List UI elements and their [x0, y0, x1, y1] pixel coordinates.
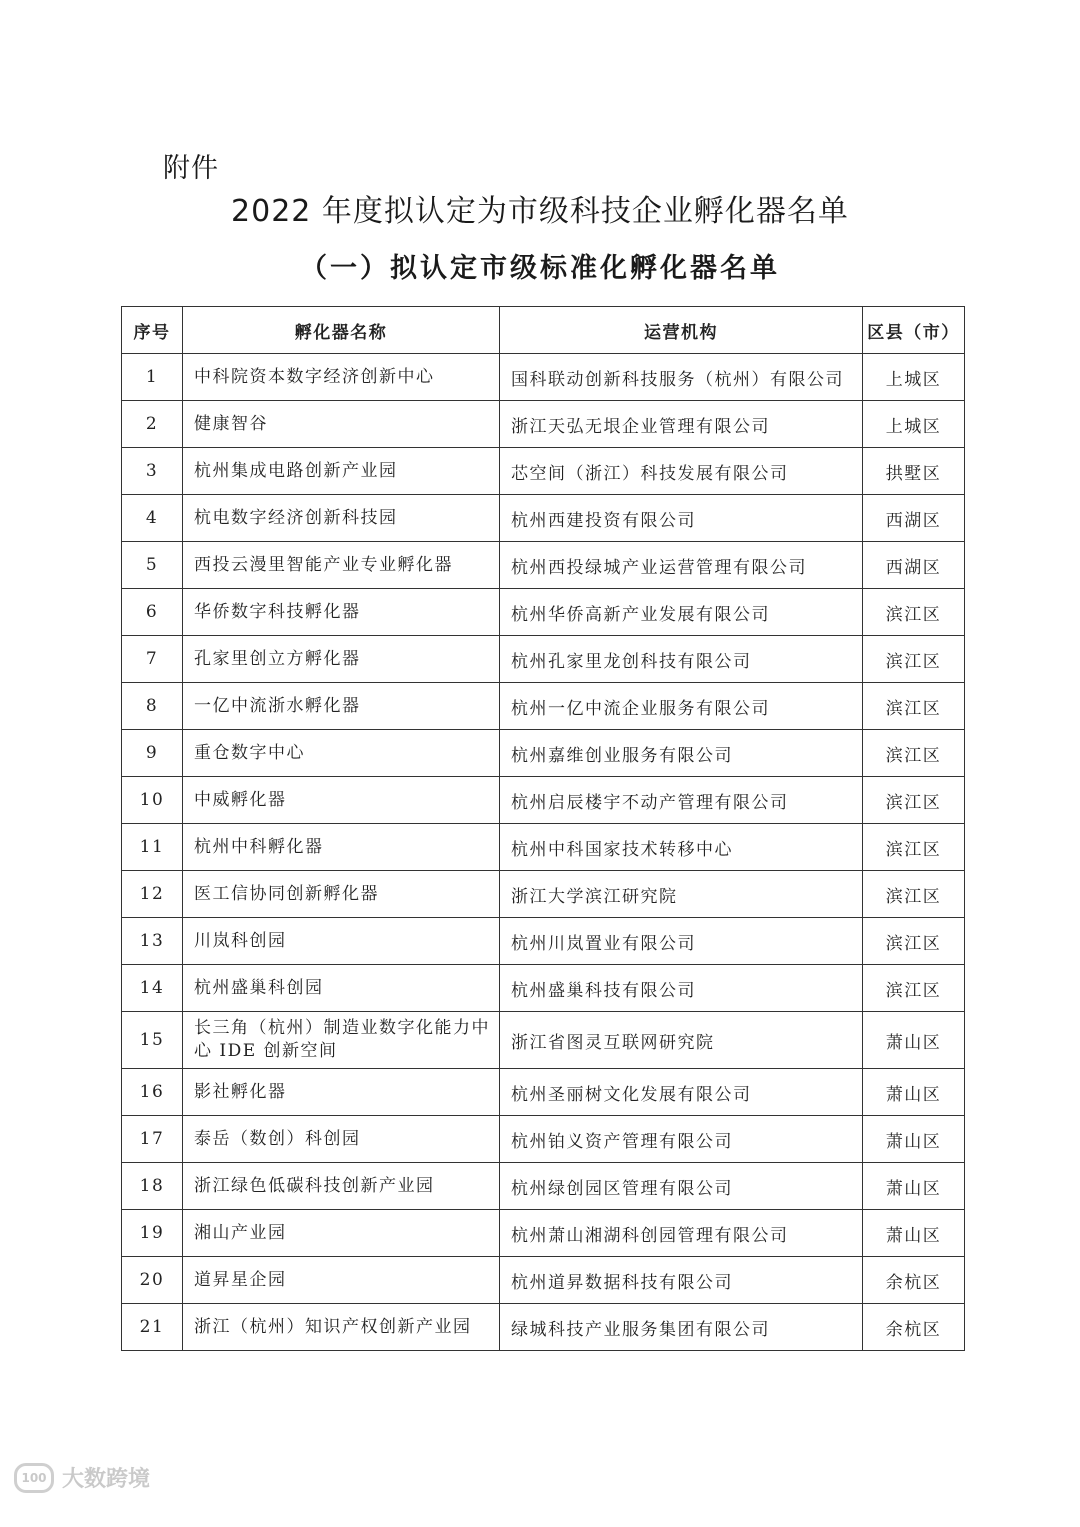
row-no: 7	[122, 636, 183, 683]
row-district: 滨江区	[863, 918, 965, 965]
watermark-text: 大数跨境	[62, 1467, 151, 1492]
row-no: 17	[122, 1116, 183, 1163]
table-row	[122, 636, 965, 683]
incubator-table	[121, 306, 965, 1351]
attachment-label: 附件	[163, 153, 219, 184]
row-operator: 杭州孔家里龙创科技有限公司	[500, 636, 863, 683]
row-incubator-name: 孔家里创立方孵化器	[183, 636, 500, 683]
row-incubator-name: 杭电数字经济创新科技园	[183, 495, 500, 542]
row-operator: 杭州西投绿城产业运营管理有限公司	[500, 542, 863, 589]
row-no: 9	[122, 730, 183, 777]
row-district: 滨江区	[863, 730, 965, 777]
row-operator: 杭州嘉维创业服务有限公司	[500, 730, 863, 777]
row-incubator-name: 健康智谷	[183, 401, 500, 448]
row-district: 滨江区	[863, 824, 965, 871]
table-row	[122, 1257, 965, 1304]
row-operator: 杭州中科国家技术转移中心	[500, 824, 863, 871]
row-district: 西湖区	[863, 495, 965, 542]
row-no: 8	[122, 683, 183, 730]
table-row	[122, 589, 965, 636]
row-operator: 浙江省图灵互联网研究院	[500, 1012, 863, 1069]
row-district: 西湖区	[863, 542, 965, 589]
header-incubator-name: 孵化器名称	[183, 307, 500, 354]
table-row	[122, 1116, 965, 1163]
table-row	[122, 401, 965, 448]
row-district: 余杭区	[863, 1257, 965, 1304]
row-incubator-name: 浙江（杭州）知识产权创新产业园	[183, 1304, 500, 1351]
row-incubator-name: 中威孵化器	[183, 777, 500, 824]
row-operator: 杭州一亿中流企业服务有限公司	[500, 683, 863, 730]
row-incubator-name: 泰岳（数创）科创园	[183, 1116, 500, 1163]
row-no: 21	[122, 1304, 183, 1351]
row-operator: 杭州绿创园区管理有限公司	[500, 1163, 863, 1210]
table-row	[122, 542, 965, 589]
table-row	[122, 918, 965, 965]
row-district: 余杭区	[863, 1304, 965, 1351]
row-district: 滨江区	[863, 871, 965, 918]
row-incubator-name: 医工信协同创新孵化器	[183, 871, 500, 918]
table-row	[122, 495, 965, 542]
row-no: 16	[122, 1069, 183, 1116]
row-incubator-name: 西投云漫里智能产业专业孵化器	[183, 542, 500, 589]
row-district: 萧山区	[863, 1210, 965, 1257]
row-no: 13	[122, 918, 183, 965]
row-incubator-name: 浙江绿色低碳科技创新产业园	[183, 1163, 500, 1210]
row-incubator-name: 华侨数字科技孵化器	[183, 589, 500, 636]
row-incubator-name: 道昇星企园	[183, 1257, 500, 1304]
row-no: 3	[122, 448, 183, 495]
document-subtitle: （一）拟认定市级标准化孵化器名单	[300, 253, 780, 284]
row-incubator-name: 一亿中流浙水孵化器	[183, 683, 500, 730]
row-no: 20	[122, 1257, 183, 1304]
row-no: 1	[122, 354, 183, 401]
row-operator: 绿城科技产业服务集团有限公司	[500, 1304, 863, 1351]
row-incubator-name: 杭州中科孵化器	[183, 824, 500, 871]
table-header-row	[122, 307, 965, 354]
row-district: 滨江区	[863, 777, 965, 824]
table-row	[122, 871, 965, 918]
row-operator: 国科联动创新科技服务（杭州）有限公司	[500, 354, 863, 401]
row-incubator-name: 湘山产业园	[183, 1210, 500, 1257]
row-no: 12	[122, 871, 183, 918]
row-incubator-name: 杭州集成电路创新产业园	[183, 448, 500, 495]
row-operator: 浙江天弘无垠企业管理有限公司	[500, 401, 863, 448]
watermark	[14, 1462, 150, 1493]
row-no: 18	[122, 1163, 183, 1210]
row-incubator-name: 中科院资本数字经济创新中心	[183, 354, 500, 401]
row-operator: 芯空间（浙江）科技发展有限公司	[500, 448, 863, 495]
row-incubator-name: 重仓数字中心	[183, 730, 500, 777]
row-operator: 杭州铂义资产管理有限公司	[500, 1116, 863, 1163]
row-no: 2	[122, 401, 183, 448]
row-district: 拱墅区	[863, 448, 965, 495]
row-operator: 杭州川岚置业有限公司	[500, 918, 863, 965]
table-row	[122, 354, 965, 401]
document-title: 2022 年度拟认定为市级科技企业孵化器名单	[231, 194, 849, 229]
table-row	[122, 1163, 965, 1210]
row-incubator-name: 川岚科创园	[183, 918, 500, 965]
row-district: 萧山区	[863, 1012, 965, 1069]
table-row	[122, 683, 965, 730]
watermark-logo-icon: 100	[14, 1463, 54, 1493]
header-district: 区县（市）	[863, 307, 965, 354]
table-row	[122, 1210, 965, 1257]
header-operator: 运营机构	[500, 307, 863, 354]
row-no: 4	[122, 495, 183, 542]
row-incubator-name: 杭州盛巢科创园	[183, 965, 500, 1012]
table-row	[122, 824, 965, 871]
table-row	[122, 1304, 965, 1351]
row-district: 萧山区	[863, 1069, 965, 1116]
row-no: 5	[122, 542, 183, 589]
row-operator: 杭州西建投资有限公司	[500, 495, 863, 542]
table-row	[122, 1012, 965, 1069]
row-incubator-name: 长三角（杭州）制造业数字化能力中心 IDE 创新空间	[183, 1012, 500, 1069]
row-no: 15	[122, 1012, 183, 1069]
table-row	[122, 448, 965, 495]
row-district: 萧山区	[863, 1163, 965, 1210]
row-district: 滨江区	[863, 589, 965, 636]
row-district: 上城区	[863, 401, 965, 448]
table-row	[122, 1069, 965, 1116]
row-operator: 浙江大学滨江研究院	[500, 871, 863, 918]
row-operator: 杭州萧山湘湖科创园管理有限公司	[500, 1210, 863, 1257]
row-district: 滨江区	[863, 965, 965, 1012]
table-row	[122, 965, 965, 1012]
row-incubator-name: 影社孵化器	[183, 1069, 500, 1116]
row-no: 10	[122, 777, 183, 824]
table-row	[122, 730, 965, 777]
row-no: 19	[122, 1210, 183, 1257]
table-row	[122, 777, 965, 824]
header-no: 序号	[122, 307, 183, 354]
row-district: 滨江区	[863, 636, 965, 683]
row-operator: 杭州圣丽树文化发展有限公司	[500, 1069, 863, 1116]
row-operator: 杭州道昇数据科技有限公司	[500, 1257, 863, 1304]
row-no: 14	[122, 965, 183, 1012]
row-operator: 杭州盛巢科技有限公司	[500, 965, 863, 1012]
row-no: 6	[122, 589, 183, 636]
row-district: 滨江区	[863, 683, 965, 730]
row-operator: 杭州华侨高新产业发展有限公司	[500, 589, 863, 636]
row-operator: 杭州启辰楼宇不动产管理有限公司	[500, 777, 863, 824]
row-district: 萧山区	[863, 1116, 965, 1163]
row-district: 上城区	[863, 354, 965, 401]
row-no: 11	[122, 824, 183, 871]
